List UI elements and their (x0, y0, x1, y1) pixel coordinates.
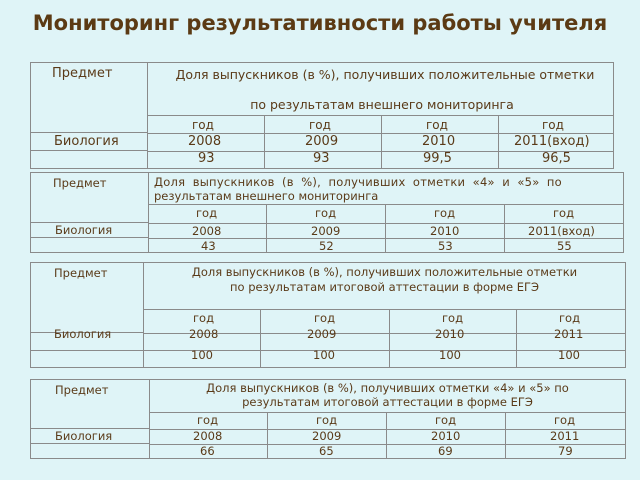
result-value: 53 (438, 239, 453, 253)
result-value: 93 (313, 151, 330, 166)
result-value: 79 (558, 444, 573, 458)
result-value: 69 (438, 444, 453, 458)
year-label: год (434, 206, 456, 220)
result-value: 65 (319, 444, 334, 458)
result-value: 52 (319, 239, 334, 253)
table-caption-line1: Доля выпускников (в %), получивших положительные отметки (175, 67, 595, 82)
year-label: год (542, 118, 564, 132)
year: 2008 (188, 134, 222, 149)
year-label: год (442, 311, 464, 325)
table-caption-line1: Доля выпускников (в %), получивших отметки «4» и «5» по (206, 381, 569, 395)
year-label: год (193, 311, 215, 325)
subject-name: Биология (54, 327, 112, 341)
result-value: 100 (439, 348, 461, 362)
table-caption-line1: Доля выпускников (в %), получивших отметки «4» и «5» по (154, 175, 562, 189)
year-label: год (309, 118, 331, 132)
year: 2010 (430, 224, 460, 238)
year: 2010 (435, 327, 465, 341)
year: 2011 (554, 327, 584, 341)
year: 2011(вход) (514, 134, 590, 149)
cell-empty (30, 237, 149, 253)
table-positive-ege (30, 262, 626, 368)
subject-name: Биология (55, 223, 113, 237)
year-label: год (316, 413, 338, 427)
result-value: 55 (557, 239, 572, 253)
table-good-ege (30, 379, 626, 459)
subject-header: Предмет (55, 383, 109, 397)
subject-name: Биология (55, 429, 113, 443)
result-value: 100 (191, 348, 213, 362)
year: 2010 (422, 134, 456, 149)
table-caption-line1: Доля выпускников (в %), получивших положительные отметки (191, 265, 578, 279)
cell-empty (30, 350, 144, 368)
year: 2009 (307, 327, 337, 341)
page-title: Мониторинг результативности работы учителя (32, 11, 608, 35)
year-label: год (426, 118, 448, 132)
subject-header: Предмет (53, 176, 107, 190)
result-value: 99,5 (423, 151, 452, 166)
table-caption-line2: результатам итоговой аттестации в форме ЕГЭ (242, 395, 533, 409)
year-label: год (435, 413, 457, 427)
year-label: год (553, 206, 575, 220)
result-value: 100 (558, 348, 580, 362)
subject-header: Предмет (54, 266, 108, 280)
table-caption-line2: результатам внешнего мониторинга (154, 189, 379, 203)
year: 2011 (550, 429, 580, 443)
year: 2008 (193, 429, 223, 443)
result-value: 96,5 (542, 151, 571, 166)
year: 2009 (311, 224, 341, 238)
result-value: 43 (201, 239, 216, 253)
result-value: 100 (313, 348, 335, 362)
table-good-external (30, 172, 624, 253)
year: 2011(вход) (528, 224, 595, 238)
year: 2009 (305, 134, 339, 149)
result-value: 93 (198, 151, 215, 166)
cell-empty (30, 150, 148, 169)
table-caption-line2: по результатам итоговой аттестации в форме ЕГЭ (229, 280, 540, 294)
year: 2008 (192, 224, 222, 238)
year: 2009 (312, 429, 342, 443)
year-label: год (196, 206, 218, 220)
subject-name: Биология (54, 134, 119, 149)
result-value: 66 (200, 444, 215, 458)
year-label: год (315, 206, 337, 220)
year: 2008 (189, 327, 219, 341)
year: 2010 (431, 429, 461, 443)
table-positive-external (30, 62, 614, 169)
cell-empty (30, 443, 150, 459)
year-label: год (554, 413, 576, 427)
year-label: год (559, 311, 581, 325)
table-caption-line2: по результатам внешнего мониторинга (250, 97, 514, 112)
subject-header: Предмет (52, 66, 113, 81)
year-label: год (192, 118, 214, 132)
year-label: год (197, 413, 219, 427)
year-label: год (314, 311, 336, 325)
